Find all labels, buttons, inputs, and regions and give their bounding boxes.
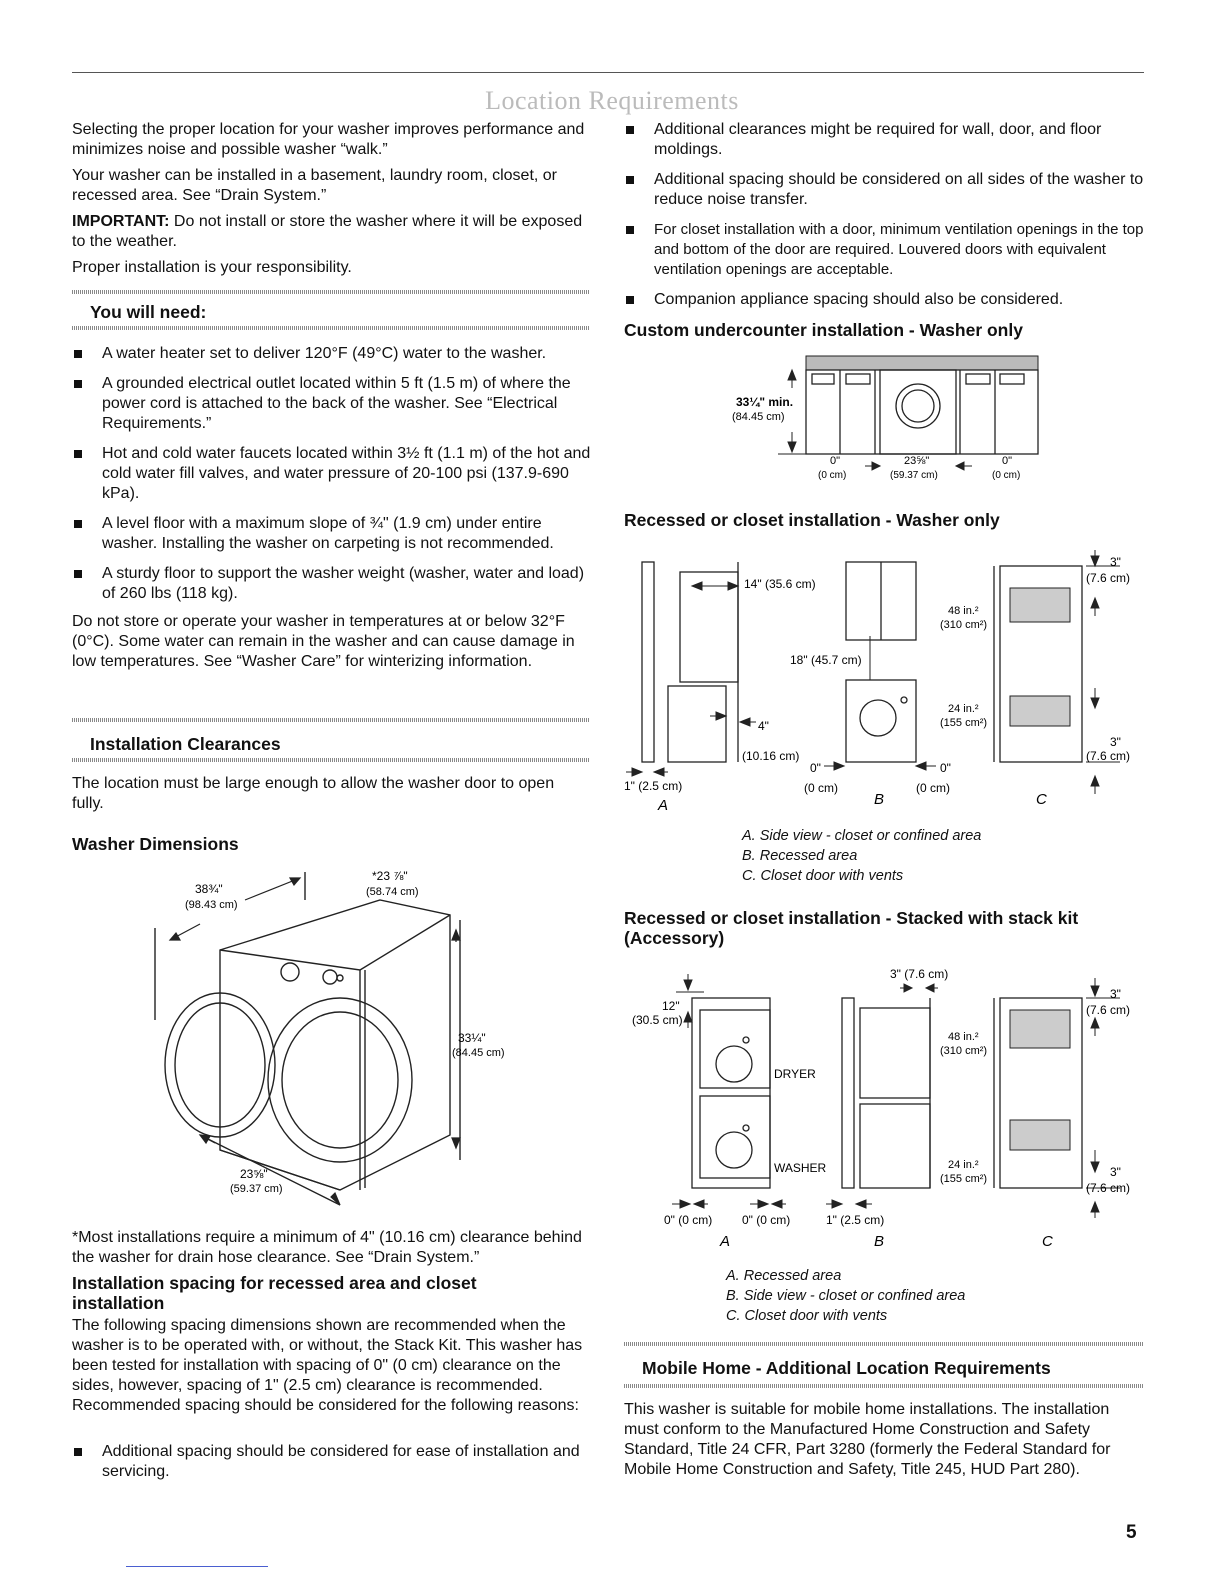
page-title: Location Requirements [485,86,739,115]
stacked-top-gap: 12" [662,999,680,1013]
stacked-vent-bottom: 24 in.² [948,1159,979,1171]
recessed-shelf-gap: 18" (45.7 cm) [790,653,862,667]
right-bullets [624,120,1144,310]
recessed-vent-bottom-cm: (155 cm²) [940,717,988,729]
recessed-diagram [620,540,1150,820]
recessed-front: 1" (2.5 cm) [624,779,683,793]
clearance-bullet: Additional spacing should be considered on all sides of the washer to reduce noise transfer. [624,170,1144,210]
need-item: A level floor with a maximum slope of ¾" (1.9 cm) under entire washer. Installing the washer on carpeting is not recommended. [72,514,592,554]
caption-item: B. Recessed area [742,848,858,864]
stacked-letter-b: B [874,1233,885,1250]
need-list [72,344,592,672]
recessed-captions [742,826,981,886]
undercounter-right-cm: (0 cm) [992,470,1021,481]
height-label: 33¼" [458,1031,486,1045]
caption-item: A. Side view - closet or confined area [742,828,982,844]
stacked-top-gap-cm: (30.5 cm) [632,1013,683,1027]
recessed-door-bottom: 3" [1110,735,1121,749]
dimensions-note: *Most installations require a minimum of 4" (10.16 cm) clearance behind the washer for drain hose clearance. See “Drain System.” [72,1229,582,1266]
caption-item: C. Closet door with vents [726,1308,888,1324]
need-item: A water heater set to deliver 120°F (49°C) water to the washer. [72,344,592,364]
recessed-door-bottom-cm: (7.6 cm) [1086,749,1131,763]
recessed-side-left-cm: (0 cm) [804,781,838,795]
stacked-captions [726,1266,965,1326]
stacked-door-bottom-cm: (7.6 cm) [1086,1181,1131,1195]
intro-paragraph-2: Your washer can be installed in a basement, laundry room, closet, or recessed area. See “Drain System.” [72,167,558,204]
undercounter-height: 33¼" min. [736,395,794,409]
recessed-back-gap-cm: (10.16 cm) [742,749,800,763]
back-cm-label: (58.74 cm) [366,886,419,898]
page-number: 5 [1126,1522,1137,1543]
stacked-letter-a: A [720,1233,731,1250]
section-rule [72,758,590,762]
recessed-vent-top-cm: (310 cm²) [940,619,988,631]
storage-note: Do not store or operate your washer in temperatures at or below 32°F (0°C). Some water can remain in the washer and can cause damage in low temperatures. See “Washer Care” for winterizing information. [72,613,575,670]
caption-item: A. Recessed area [726,1268,842,1284]
depth-label: 38¾" [195,882,223,896]
recessed-door-top: 3" [1110,555,1121,569]
width-label: 23⅝" [240,1167,268,1181]
caption-item: B. Side view - closet or confined area [726,1288,966,1304]
footer-link-line [126,1566,268,1567]
stacked-back-gap: 3" (7.6 cm) [890,967,949,981]
undercounter-width: 23⅝" [904,455,930,467]
recessed-side-right: 0" [940,761,951,775]
width-cm-label: (59.37 cm) [230,1183,283,1195]
clearance-bullet: Companion appliance spacing should also be considered. [624,290,1144,310]
clearance-bullet: Additional clearances might be required for wall, door, and floor moldings. [624,120,1144,160]
section-rule [72,326,590,330]
undercounter-width-cm: (59.37 cm) [890,470,938,481]
stacked-vent-bottom-cm: (155 cm²) [940,1173,988,1185]
depth-cm-label: (98.43 cm) [185,899,238,911]
washer-dimensions-heading: Washer Dimensions [72,834,239,854]
stacked-heading: Recessed or closet installation - Stacked with stack kit (Accessory) [624,908,1079,948]
washer-dimensions-diagram [140,860,520,1220]
undercounter-left-cm: (0 cm) [818,470,847,481]
you-will-need-heading: You will need: [90,302,207,322]
intro-paragraph-1: Selecting the proper location for your washer improves performance and minimizes noise and possible washer “walk.” [72,121,585,158]
undercounter-right: 0" [1002,455,1013,467]
recessed-letter-a: A [658,797,669,814]
section-rule [72,290,590,294]
stacked-washer-label: WASHER [774,1161,827,1175]
spacing-item: Additional spacing should be considered for ease of installation and servicing. [72,1442,592,1482]
stacked-letter-c: C [1042,1233,1053,1250]
caption-item: C. Closet door with vents [742,868,904,884]
section-rule [624,1342,1144,1346]
recessed-back-gap: 4" [758,719,769,733]
undercounter-diagram [720,350,1060,490]
stacked-door-top-cm: (7.6 cm) [1086,1003,1131,1017]
recessed-side-right-cm: (0 cm) [916,781,950,795]
stacked-side-left: 0" (0 cm) [664,1213,713,1227]
need-item: Hot and cold water faucets located within 3½ ft (1.1 m) of the hot and cold water fill valves, and water pressure of 20-100 psi (137.9-690 kPa). [72,444,592,504]
stacked-door-top: 3" [1110,987,1121,1001]
recessed-vent-top: 48 in.² [948,605,979,617]
undercounter-left: 0" [830,455,841,467]
left-column [72,120,592,278]
stacked-diagram [620,964,1150,1254]
stacked-door-bottom: 3" [1110,1165,1121,1179]
spacing-text: The following spacing dimensions shown are recommended when the washer is to be operated with, or without, the Stack Kit. This washer has been tested for installation with spacing of 0" (0 cm) clearance on the sides, however, spacing of 1" (2.5 cm) clearance is recommended. Recommended spacing should be considered for the following reasons: [72,1317,583,1414]
stacked-vent-top-cm: (310 cm²) [940,1045,988,1057]
stacked-vent-top: 48 in.² [948,1031,979,1043]
undercounter-height-cm: (84.45 cm) [732,411,785,423]
responsibility-text: Proper installation is your responsibility. [72,259,352,276]
undercounter-heading: Custom undercounter installation - Washer only [624,320,1023,340]
clearance-bullet: For closet installation with a door, minimum ventilation openings in the top and bottom of the door are required. Louvered doors with equivalent ventilation openings are acceptable. [624,220,1144,280]
recessed-vent-bottom: 24 in.² [948,703,979,715]
back-label: *23 ⅞" [372,869,408,883]
important-text: Do not install or store the washer where it will be exposed to the weather. [72,213,583,250]
installation-clearances-heading: Installation Clearances [90,734,281,754]
stacked-dryer-label: DRYER [774,1067,816,1081]
mobile-home-text: This washer is suitable for mobile home installations. The installation must conform to the Manufactured Home Construction and Safety Standard, Title 24 CFR, Part 3280 (formerly the Federal Standard for Mobile Home Construction and Safety, Title 245, HUD Part 280). [624,1401,1111,1478]
recessed-heading: Recessed or closet installation - Washer only [624,510,1000,530]
recessed-side-left: 0" [810,761,821,775]
section-rule [624,1384,1144,1388]
section-rule [72,718,590,722]
installation-spacing-heading: Installation spacing for recessed area and closet installation [72,1273,477,1313]
recessed-door-top-cm: (7.6 cm) [1086,571,1131,585]
recessed-letter-b: B [874,791,885,808]
top-rule [72,72,1144,73]
important-note [72,212,592,252]
mobile-home-heading: Mobile Home - Additional Location Requirements [642,1358,1051,1378]
height-cm-label: (84.45 cm) [452,1047,505,1059]
clearances-text: The location must be large enough to allow the washer door to open fully. [72,775,555,812]
stacked-side-right: 0" (0 cm) [742,1213,791,1227]
recessed-top-gap: 14" (35.6 cm) [744,577,816,591]
stacked-front: 1" (2.5 cm) [826,1213,885,1227]
important-label: IMPORTANT: [72,213,170,230]
need-item: A grounded electrical outlet located within 5 ft (1.5 m) of where the power cord is attached to the back of the washer. See “Electrical Requirements.” [72,374,592,434]
need-item: A sturdy floor to support the washer weight (washer, water and load) of 260 lbs (118 kg). [72,564,592,604]
recessed-letter-c: C [1036,791,1047,808]
